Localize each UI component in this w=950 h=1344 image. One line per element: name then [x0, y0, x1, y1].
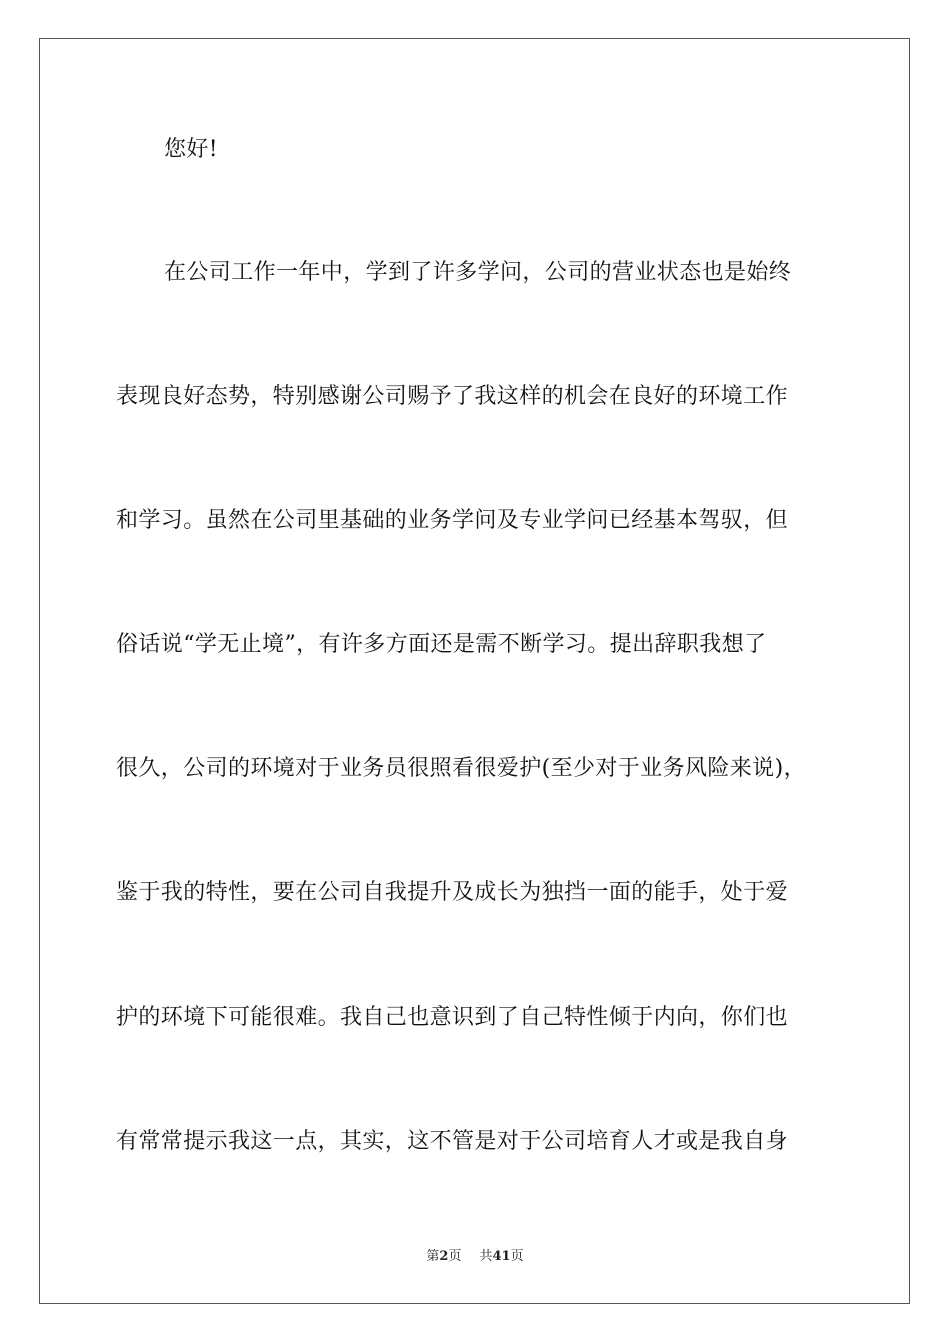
paragraph-line-8: 有常常提示我这一点，其实，这不管是对于公司培育人才或是我自身 — [116, 1129, 789, 1154]
page-frame — [39, 38, 910, 1304]
page-suffix: 页 — [448, 1249, 462, 1264]
page-prefix: 第 — [426, 1249, 440, 1264]
total-pages: 41 — [492, 1249, 511, 1264]
paragraph-line-3: 和学习。虽然在公司里基础的业务学问及专业学问已经基本驾驭，但 — [116, 508, 789, 533]
greeting-line: 您好! — [164, 137, 219, 162]
paragraph-line-7: 护的环境下可能很难。我自己也意识到了自己特性倾于内向，你们也 — [116, 1005, 789, 1030]
paragraph-line-6: 鉴于我的特性，要在公司自我提升及成长为独挡一面的能手，处于爱 — [116, 880, 789, 905]
paragraph-line-1: 在公司工作一年中，学到了许多学问，公司的营业状态也是始终 — [164, 260, 792, 285]
total-suffix: 页 — [510, 1249, 524, 1264]
paragraph-line-2: 表现良好态势，特别感谢公司赐予了我这样的机会在良好的环境工作 — [116, 384, 789, 409]
paragraph-line-4: 俗话说“学无止境”，有许多方面还是需不断学习。提出辞职我想了 — [116, 632, 767, 657]
page-number: 2 — [439, 1249, 449, 1264]
paragraph-line-5: 很久，公司的环境对于业务员很照看很爱护(至少对于业务风险来说)， — [116, 756, 806, 781]
total-prefix: 共 — [479, 1249, 493, 1264]
page-footer — [0, 1248, 950, 1266]
